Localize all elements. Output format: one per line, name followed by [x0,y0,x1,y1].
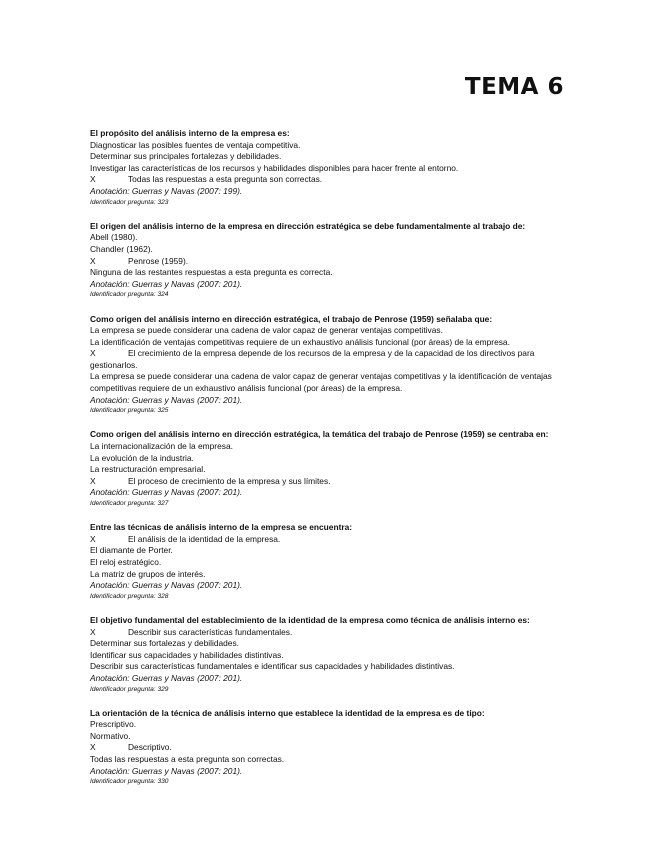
question-text: El objetivo fundamental del establecimiento de la identidad de la empresa como técnica de análisis interno es: [90,614,530,625]
answer-option-text: Determinar sus fortalezas y debilidades. [90,638,239,649]
answer-option [90,661,566,673]
answer-option-text: Penrose (1959). [128,255,189,266]
answer-option [90,371,566,394]
question-id: Identificador pregunta: 328 [90,592,169,600]
correct-answer-mark: X [90,255,96,266]
answer-option [90,464,566,476]
question-block [90,314,566,417]
answer-option-text: Investigar las características de los recursos y habilidades disponibles para hacer frente al entorno. [90,162,459,173]
question-id: Identificador pregunta: 329 [90,685,169,693]
answer-option [90,754,566,766]
answer-option [90,244,566,256]
answer-option-correct [90,534,566,546]
answer-option [90,151,566,163]
annotation: Anotación: Guerras y Navas (2007: 201). [90,278,243,289]
answer-option [90,638,566,650]
answer-option [90,441,566,453]
question-block [90,429,566,509]
answer-option-correct [90,627,566,639]
answer-option-text: Todas las respuestas a esta pregunta son correctas. [90,754,285,765]
answer-option-text: La identificación de ventajas competitivas requiere de un exhaustivo análisis funcional (por áreas) de la empresa. [90,336,510,347]
answer-option-text: Describir sus características fundamentales. [128,626,293,637]
annotation: Anotación: Guerras y Navas (2007: 201). [90,672,243,683]
answer-option-text: El análisis de la identidad de la empresa. [128,533,281,544]
answer-option-text: El diamante de Porter. [90,545,173,556]
answer-option-text: La matriz de grupos de interés. [90,568,206,579]
answer-option-text: Chandler (1962). [90,243,153,254]
question-id: Identificador pregunta: 327 [90,500,169,507]
annotation: Anotación: Guerras y Navas (2007: 201). [90,580,243,591]
correct-answer-mark: X [90,348,96,359]
correct-answer-mark: X [90,174,96,185]
answer-option-correct [90,476,566,488]
question-block [90,221,566,301]
answer-option-text: Prescriptivo. [90,719,137,730]
answer-option [90,557,566,569]
correct-answer-mark: X [90,475,96,486]
correct-answer-mark: X [90,626,96,637]
annotation: Anotación: Guerras y Navas (2007: 201). [90,394,243,405]
answer-option-text: La empresa se puede considerar una cadena de valor capaz de generar ventajas competitivas y la identificación de ventajas competitivas requiere de un exhaustivo análisis funcional (por áreas) de la empresa. [90,371,552,394]
question-id: Identificador pregunta: 323 [90,198,169,206]
answer-option [90,337,566,349]
question-text: La orientación de la técnica de análisis interno que establece la identidad de la empresa es de tipo: [90,707,485,718]
answer-option-text: La restructuración empresarial. [90,464,206,475]
answer-option [90,267,566,279]
annotation: Anotación: Guerras y Navas (2007: 201). [90,487,243,498]
answer-option-text: La internacionalización de la empresa. [90,441,233,452]
answer-option [90,650,566,662]
question-list [90,128,566,800]
question-text: Como origen del análisis interno en dirección estratégica, la temática del trabajo de Penrose (1959) se centraba en: [90,429,549,440]
answer-option [90,140,566,152]
correct-answer-mark: X [90,533,96,544]
answer-option [90,232,566,244]
answer-option-text: Normativo. [90,730,131,741]
answer-option [90,731,566,743]
page-title: TEMA 6 [464,74,564,100]
answer-option-text: Abell (1980). [90,232,138,243]
answer-option-text: Diagnosticar las posibles fuentes de ventaja competitiva. [90,139,301,150]
answer-option-text: Descriptivo. [128,742,172,753]
answer-option [90,325,566,337]
answer-option-text: La evolución de la industria. [90,452,194,463]
answer-option-text: El crecimiento de la empresa depende de los recursos de la empresa y de la capacidad de los directivos para gestionarlos. [90,348,535,370]
answer-option-correct [90,348,566,371]
annotation: Anotación: Guerras y Navas (2007: 199). [90,185,243,196]
question-id: Identificador pregunta: 330 [90,778,169,786]
answer-option-text: Ninguna de las restantes respuestas a esta pregunta es correcta. [90,267,333,278]
question-block [90,128,566,208]
question-block [90,522,566,602]
answer-option-correct [90,742,566,754]
answer-option [90,545,566,557]
answer-option-text: Determinar sus principales fortalezas y debilidades. [90,151,282,162]
question-text: Entre las técnicas de análisis interno de la empresa se encuentra: [90,522,353,533]
question-id: Identificador pregunta: 325 [90,407,169,415]
question-id: Identificador pregunta: 324 [90,291,169,299]
answer-option-text: El reloj estratégico. [90,556,162,567]
answer-option-text: Describir sus características fundamentales e identificar sus capacidades y habilidades distintivas. [90,661,455,672]
question-block [90,708,566,788]
question-text: El propósito del análisis interno de la empresa es: [90,128,290,138]
answer-option-correct [90,174,566,186]
question-text: El origen del análisis interno de la empresa en dirección estratégica se debe fundamentalmente al trabajo de: [90,220,526,231]
answer-option [90,569,566,581]
answer-option-text: El proceso de crecimiento de la empresa y sus límites. [128,475,331,486]
answer-option [90,453,566,465]
answer-option [90,719,566,731]
correct-answer-mark: X [90,742,96,753]
question-block [90,615,566,695]
answer-option [90,163,566,175]
answer-option-text: Identificar sus capacidades y habilidades distintivas. [90,649,284,660]
answer-option-correct [90,256,566,268]
answer-option-text: La empresa se puede considerar una cadena de valor capaz de generar ventajas competitivas. [90,325,443,336]
question-text: Como origen del análisis interno en dirección estratégica, el trabajo de Penrose (1959) señalaba que: [90,313,493,324]
answer-option-text: Todas las respuestas a esta pregunta son correctas. [128,174,323,185]
annotation: Anotación: Guerras y Navas (2007: 201). [90,765,243,776]
